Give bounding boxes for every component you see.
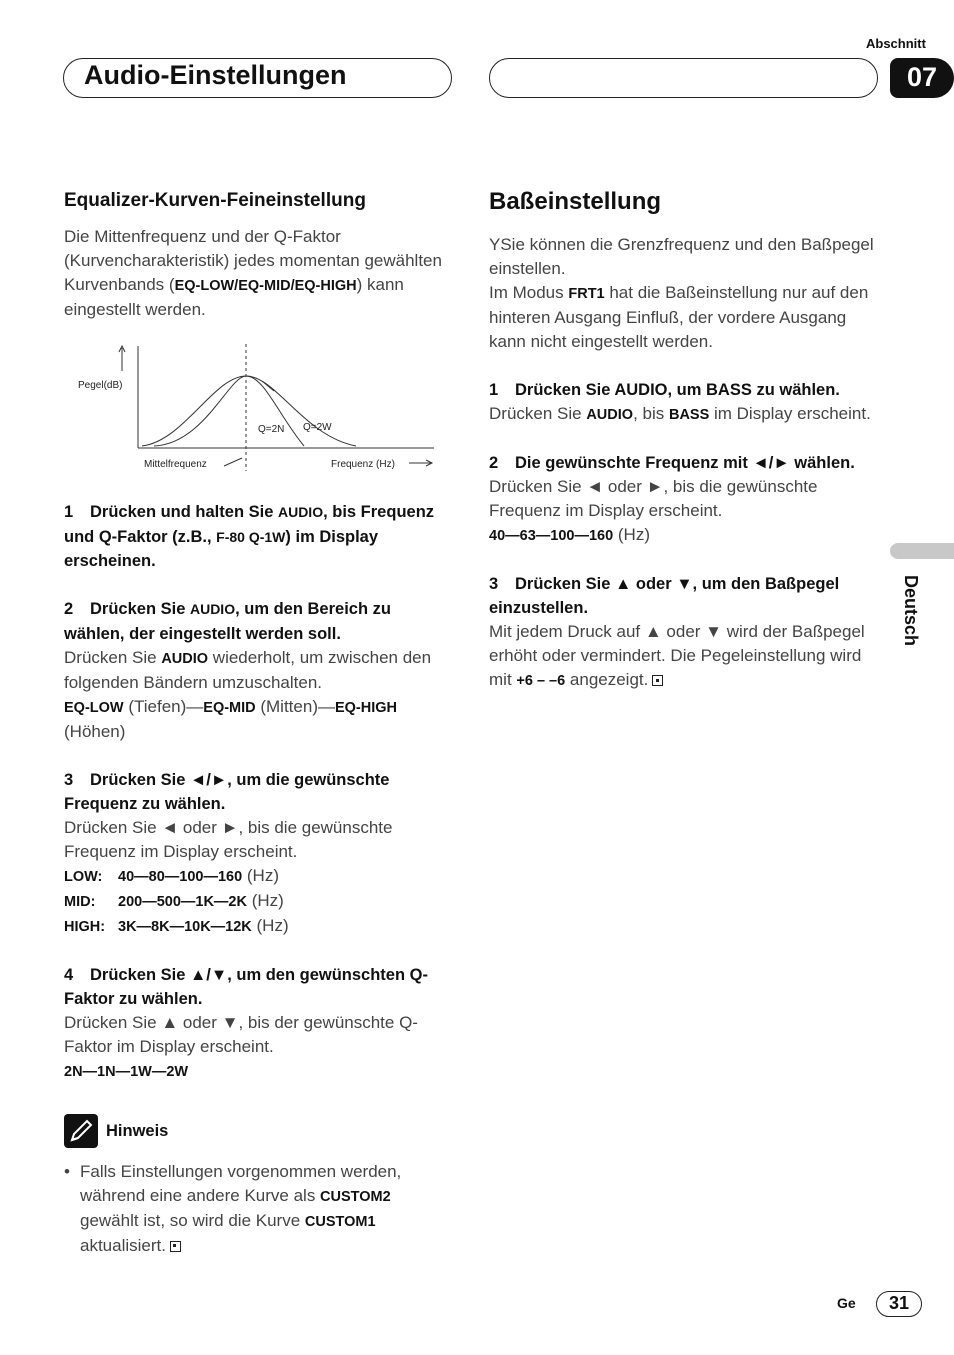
center-pointer [224, 458, 242, 466]
y-axis-label: Pegel(dB) [78, 380, 123, 391]
left-step-2: 2 Drücken Sie AUDIO, um den Bereich zu wählen, der eingestellt werden soll. Drücken Sie AUDIO wiederholt, um zwischen den folgenden Bändern umzuschalten. EQ-LOW (Tiefen)—EQ-MID (Mitten)—EQ-HIGH (Höhen) [64, 600, 432, 741]
note-block [64, 1114, 449, 1258]
right-step-1: 1 Drücken Sie AUDIO, um BASS zu wählen. Drücken Sie AUDIO, bis BASS im Display erscheint. [489, 381, 871, 423]
right-step-3: 3 Drücken Sie ▲ oder ▼, um den Baßpegel einzustellen. Mit jedem Druck auf ▲ oder ▼ wird der Baßpegel erhöht oder vermindert. Die Pegeleinstellung wird mit +6 – –6 angezeigt. [489, 575, 865, 689]
section-number-badge: 07 [890, 58, 954, 98]
left-column [64, 189, 449, 1258]
q-arrow [262, 381, 274, 391]
empty-header-pill [489, 58, 878, 98]
q-narrow-label: Q=2N [258, 424, 285, 435]
page-number: 31 [876, 1291, 922, 1317]
end-mark-icon [652, 675, 663, 686]
eq-curve-figure [64, 336, 449, 476]
right-step-2: 2 Die gewünschte Frequenz mit ◄/► wählen. Drücken Sie ◄ oder ►, bis die gewünschte Frequenz im Display erscheint. 40—63—100—160 (Hz) [489, 454, 855, 544]
footer-language-code: Ge [837, 1295, 856, 1311]
bass-intro-1: YSie können die Grenzfrequenz und den Baßpegel einstellen. [489, 235, 874, 278]
left-step-1: 1 Drücken und halten Sie AUDIO, bis Frequenz und Q-Faktor (z.B., F-80 Q-1W) im Display erscheinen. [64, 503, 435, 570]
language-tab [890, 543, 954, 559]
note-title: Hinweis [106, 1121, 169, 1140]
section-label: Abschnitt [866, 36, 926, 51]
bass-heading: Baßeinstellung [489, 188, 662, 215]
note-text: • Falls Einstellungen vorgenommen werden, während eine andere Kurve als CUSTOM2 gewählt ist, so wird die Kurve CUSTOM1 aktualisiert. [64, 1160, 449, 1258]
center-frequency-label: Mittelfrequenz [144, 459, 207, 470]
note-pencil-icon [64, 1114, 98, 1148]
left-step-4: 4 Drücken Sie ▲/▼, um den gewünschten Q-Faktor zu wählen. Drücken Sie ▲ oder ▼, bis der gewünschte Q-Faktor im Display erscheint. 2N—1N—1W—2W [64, 965, 428, 1080]
right-column [489, 187, 874, 717]
x-axis-label: Frequenz (Hz) [331, 459, 395, 470]
left-step-3: 3 Drücken Sie ◄/►, um die gewünschte Frequenz zu wählen. Drücken Sie ◄ oder ►, bis die gewünschte Frequenz im Display erscheint. LOW: 40—80—100—160 (Hz) MID: 200—500—1K—2K (Hz) HIGH: 3K—8K—10K—12K (Hz) [64, 770, 393, 935]
bass-intro-2: Im Modus FRT1 hat die Baßeinstellung nur auf den hinteren Ausgang Einfluß, der vordere Ausgang kann nicht eingestellt werden. [489, 283, 869, 351]
page-title: Audio-Einstellungen [84, 60, 347, 90]
eq-fine-heading: Equalizer-Kurven-Feineinstellung [64, 190, 366, 211]
language-label: Deutsch [901, 575, 921, 647]
curve-wide [142, 376, 356, 446]
curve-narrow [154, 376, 304, 446]
end-mark-icon [170, 1241, 181, 1252]
q-wide-label: Q=2W [303, 422, 332, 433]
eq-intro: Die Mittenfrequenz und der Q-Faktor (Kurvencharakteristik) jedes momentan gewählten Kurvenbands (EQ-LOW/EQ-MID/EQ-HIGH) kann eingestellt werden. [64, 227, 442, 319]
